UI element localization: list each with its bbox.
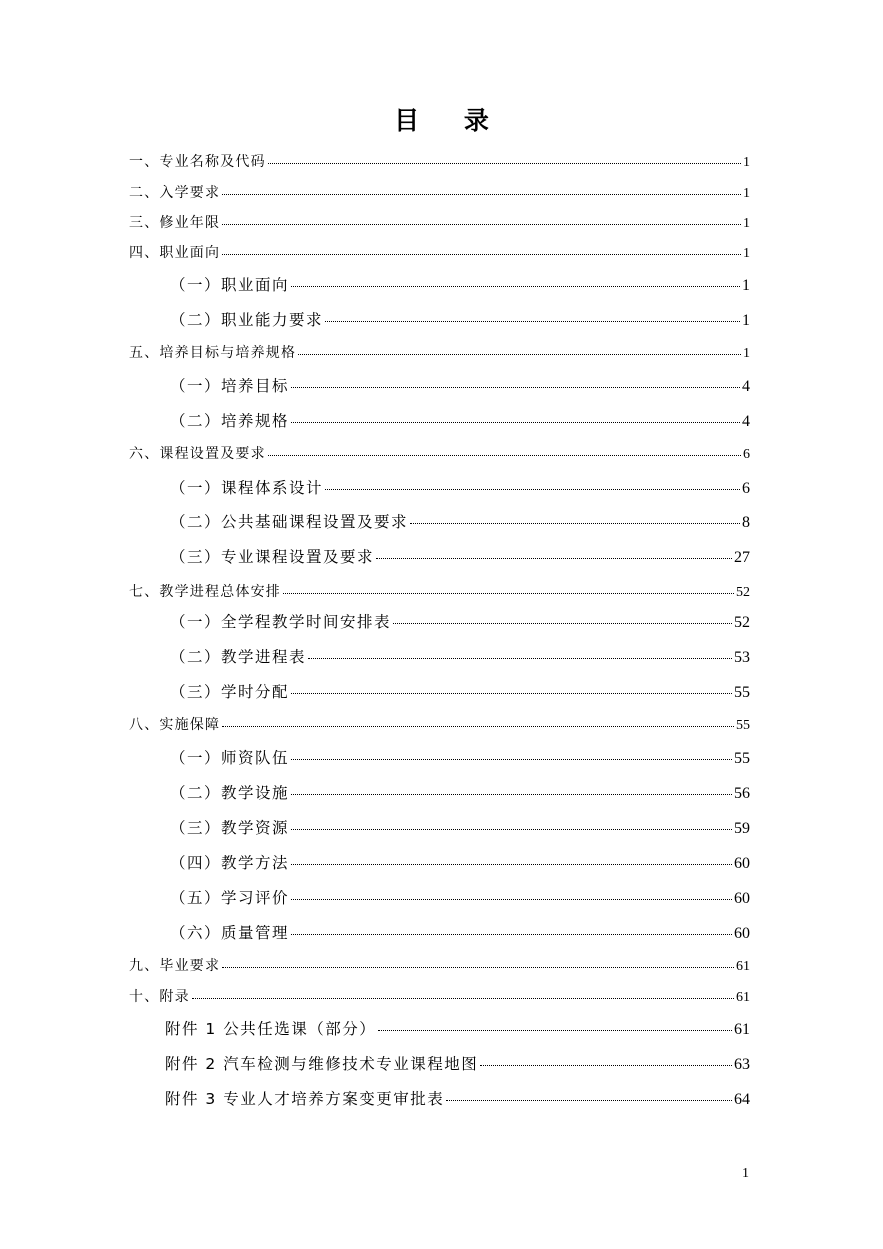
- toc-entry-label: （三）专业课程设置及要求: [170, 548, 375, 566]
- toc-entry[interactable]: [165, 1087, 750, 1109]
- toc-entry-page: 4: [742, 378, 750, 395]
- toc-entry-label: （二）教学进程表: [170, 648, 307, 666]
- dot-leader: [283, 593, 734, 594]
- toc-entry[interactable]: [170, 476, 750, 498]
- toc-entry-page: 52: [736, 585, 750, 600]
- toc-entry[interactable]: [170, 781, 750, 803]
- toc-entry-page: 64: [734, 1091, 750, 1108]
- toc-entry[interactable]: [170, 610, 750, 632]
- toc-entry-page: 55: [734, 750, 750, 767]
- toc-entry-page: 6: [742, 480, 750, 497]
- toc-entry[interactable]: [129, 151, 750, 171]
- toc-entry-label: 四、职业面向: [129, 245, 221, 261]
- toc-entry-label: （一）课程体系设计: [170, 479, 324, 497]
- toc-entry-label: （四）教学方法: [170, 854, 290, 872]
- dot-leader: [291, 934, 732, 935]
- toc-entry[interactable]: [170, 746, 750, 768]
- dot-leader: [291, 864, 732, 865]
- toc-entry-page: 1: [742, 312, 750, 329]
- dot-leader: [291, 693, 732, 694]
- toc-entry-page: 1: [743, 186, 750, 201]
- toc-entry-page: 8: [742, 514, 750, 531]
- toc-entry[interactable]: [170, 273, 750, 295]
- toc-entry[interactable]: [170, 851, 750, 873]
- toc-entry-page: 55: [736, 718, 750, 733]
- toc-entry[interactable]: [170, 510, 750, 532]
- toc-entry-label: （三）学时分配: [170, 683, 290, 701]
- toc-entry-page: 61: [734, 1021, 750, 1038]
- dot-leader: [268, 455, 741, 456]
- toc-entry-label: 一、专业名称及代码: [129, 154, 266, 170]
- toc-entry-label: 九、毕业要求: [129, 958, 221, 974]
- toc-entry-label: 七、教学进程总体安排: [129, 584, 281, 600]
- toc-entry-label: 附件 2 汽车检测与维修技术专业课程地图: [165, 1055, 479, 1073]
- toc-entry-page: 59: [734, 820, 750, 837]
- toc-entry[interactable]: [129, 182, 750, 202]
- dot-leader: [291, 387, 740, 388]
- dot-leader: [192, 998, 734, 999]
- dot-leader: [393, 623, 732, 624]
- toc-entry[interactable]: [165, 1017, 750, 1039]
- toc-entry-page: 61: [736, 959, 750, 974]
- toc-entry-label: （一）师资队伍: [170, 749, 290, 767]
- toc-entry-page: 60: [734, 890, 750, 907]
- toc-entry-label: 附件 3 专业人才培养方案变更审批表: [165, 1090, 445, 1108]
- dot-leader: [291, 829, 732, 830]
- toc-entry[interactable]: [170, 409, 750, 431]
- toc-entry-page: 55: [734, 684, 750, 701]
- toc-entry[interactable]: [129, 212, 750, 232]
- toc-entry-label: （五）学习评价: [170, 889, 290, 907]
- toc-entry-label: （三）教学资源: [170, 819, 290, 837]
- toc-entry-label: 十、附录: [129, 989, 190, 1005]
- toc-entry[interactable]: [170, 921, 750, 943]
- toc-entry[interactable]: [170, 680, 750, 702]
- toc-entry-page: 1: [743, 155, 750, 170]
- toc-entry-page: 60: [734, 855, 750, 872]
- dot-leader: [480, 1065, 732, 1066]
- toc-entry-page: 1: [743, 346, 750, 361]
- toc-entry[interactable]: [170, 816, 750, 838]
- dot-leader: [325, 321, 740, 322]
- dot-leader: [446, 1100, 732, 1101]
- toc-entry-page: 52: [734, 614, 750, 631]
- toc-entry[interactable]: [129, 955, 750, 975]
- dot-leader: [291, 899, 732, 900]
- toc-entry-page: 6: [743, 447, 750, 462]
- dot-leader: [376, 558, 732, 559]
- toc-entry-page: 56: [734, 785, 750, 802]
- dot-leader: [291, 794, 732, 795]
- toc-entry[interactable]: [129, 986, 750, 1006]
- toc-entry-label: （二）培养规格: [170, 412, 290, 430]
- toc-entry-page: 53: [734, 649, 750, 666]
- toc-entry-page: 61: [736, 990, 750, 1005]
- toc-entry[interactable]: [129, 242, 750, 262]
- toc-entry-label: （一）全学程教学时间安排表: [170, 613, 392, 631]
- dot-leader: [268, 163, 741, 164]
- toc-entry[interactable]: [170, 545, 750, 567]
- toc-entry[interactable]: [170, 374, 750, 396]
- dot-leader: [222, 967, 734, 968]
- toc-entry-label: （二）教学设施: [170, 784, 290, 802]
- dot-leader: [291, 422, 740, 423]
- toc-entry-label: 八、实施保障: [129, 717, 221, 733]
- page-title: 目 录: [394, 106, 507, 135]
- toc-entry-page: 1: [743, 246, 750, 261]
- toc-entry-page: 60: [734, 925, 750, 942]
- dot-leader: [291, 286, 740, 287]
- dot-leader: [325, 489, 740, 490]
- dot-leader: [308, 658, 732, 659]
- page-number: 1: [742, 1166, 749, 1181]
- dot-leader: [222, 726, 734, 727]
- dot-leader: [291, 759, 732, 760]
- dot-leader: [222, 254, 741, 255]
- dot-leader: [298, 354, 741, 355]
- toc-entry-label: 三、修业年限: [129, 215, 221, 231]
- toc-entry[interactable]: [129, 342, 750, 362]
- toc-entry[interactable]: [129, 443, 750, 463]
- toc-entry-page: 4: [742, 413, 750, 430]
- toc-entry-label: （六）质量管理: [170, 924, 290, 942]
- toc-entry-label: （二）职业能力要求: [170, 311, 324, 329]
- dot-leader: [410, 523, 740, 524]
- dot-leader: [222, 194, 741, 195]
- toc-entry[interactable]: [170, 645, 750, 667]
- dot-leader: [378, 1030, 732, 1031]
- dot-leader: [222, 224, 741, 225]
- toc-entry-label: （一）培养目标: [170, 377, 290, 395]
- toc-entry[interactable]: [129, 581, 750, 601]
- toc-entry[interactable]: [170, 308, 750, 330]
- toc-entry[interactable]: [165, 1052, 750, 1074]
- toc-entry-label: （一）职业面向: [170, 276, 290, 294]
- toc-entry-label: （二）公共基础课程设置及要求: [170, 513, 409, 531]
- toc-entry[interactable]: [129, 714, 750, 734]
- toc-entry-label: 五、培养目标与培养规格: [129, 345, 297, 361]
- toc-entry-page: 1: [743, 216, 750, 231]
- toc-entry-label: 六、课程设置及要求: [129, 446, 266, 462]
- toc-entry-page: 63: [734, 1056, 750, 1073]
- toc-entry[interactable]: [170, 886, 750, 908]
- toc-entry-label: 附件 1 公共任选课（部分）: [165, 1020, 377, 1038]
- toc-entry-label: 二、入学要求: [129, 185, 221, 201]
- toc-entry-page: 27: [734, 549, 750, 566]
- toc-entry-page: 1: [742, 277, 750, 294]
